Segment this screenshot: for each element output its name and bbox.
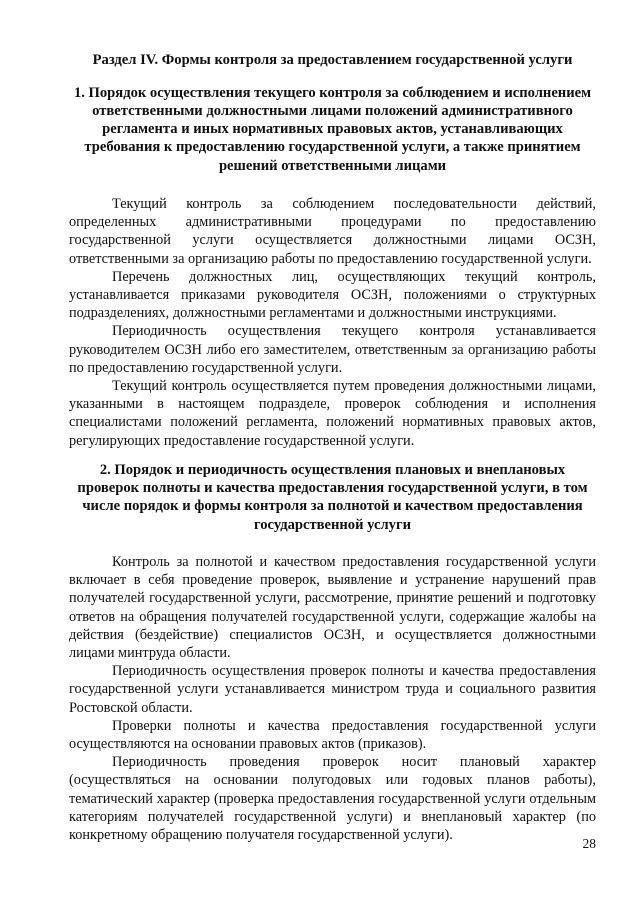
subsection-2-title: 2. Порядок и периодичность осуществления плановых и внеплановых проверок полноты и качества предоставления государственной услуги, в том числе порядок и формы контроля за полнотой и качеством предоставления государственной услуги [77,461,588,533]
subsection-2-paragraph-4: Периодичность проведения проверок носит плановый характер (осуществляться на основании полугодовых или годовых планов работы), тематический характер (проверка предоставления государственной услуги отдельным категориям получателей государственной услуги) и внеплановый характер (по конкретному обращению получателя государственной услуги). [69,754,596,844]
subsection-2-paragraph-2: Периодичность осуществления проверок полноты и качества предоставления государственной услуги устанавливается министром труда и социального развития Ростовской области. [69,663,596,716]
section-title: Раздел IV. Формы контроля за предоставлением государственной услуги [92,52,573,68]
subsection-2-paragraph-1: Контроль за полнотой и качеством предоставления государственной услуги включает в себя проведение проверок, выявление и устранение нарушений прав получателей государственной услуги, рассмотрение, принятие решений и подготовку ответов на обращения получателей государственной услуги, содержащие жалобы на действия (бездействие) специалистов ОСЗН, и осуществляется должностными лицами минтруда области. [69,554,596,662]
subsection-1-paragraph-4: Текущий контроль осуществляется путем проведения должностными лицами, указанными в настоящем подразделе, проверок соблюдения и исполнения специалистами положений регламента, положений нормативных правовых актов, регулирующих предоставление государственной услуги. [69,378,596,449]
subsection-2-paragraph-3: Проверки полноты и качества предоставления государственной услуги осуществляются на основании правовых актов (приказов). [69,717,596,753]
subsection-1-title: 1. Порядок осуществления текущего контроля за соблюдением и исполнением ответственными должностными лицами положений административного регламента и иных нормативных правовых актов, устанавливающих требования к предоставлению государственной услуги, а также принятием решений ответственными лицами [73,84,592,174]
subsection-1-paragraph-2: Перечень должностных лиц, осуществляющих текущий контроль, устанавливается приказами руководителя ОСЗН, положениями о структурных подразделениях, должностными регламентами и должностными инструкциями. [69,268,596,322]
subsection-1-paragraph-1: Текущий контроль за соблюдением последовательности действий, определенных административными процедурами по предоставлению государственной услуги осуществляется должностными лицами ОСЗН, ответственными за организацию работы по предоставлению государственной услуги. [69,195,596,267]
subsection-1-paragraph-3: Периодичность осуществления текущего контроля устанавливается руководителем ОСЗН либо его заместителем, ответственным за организацию работы по предоставлению государственной услуги. [69,323,596,376]
page-number: 28 [582,836,596,851]
